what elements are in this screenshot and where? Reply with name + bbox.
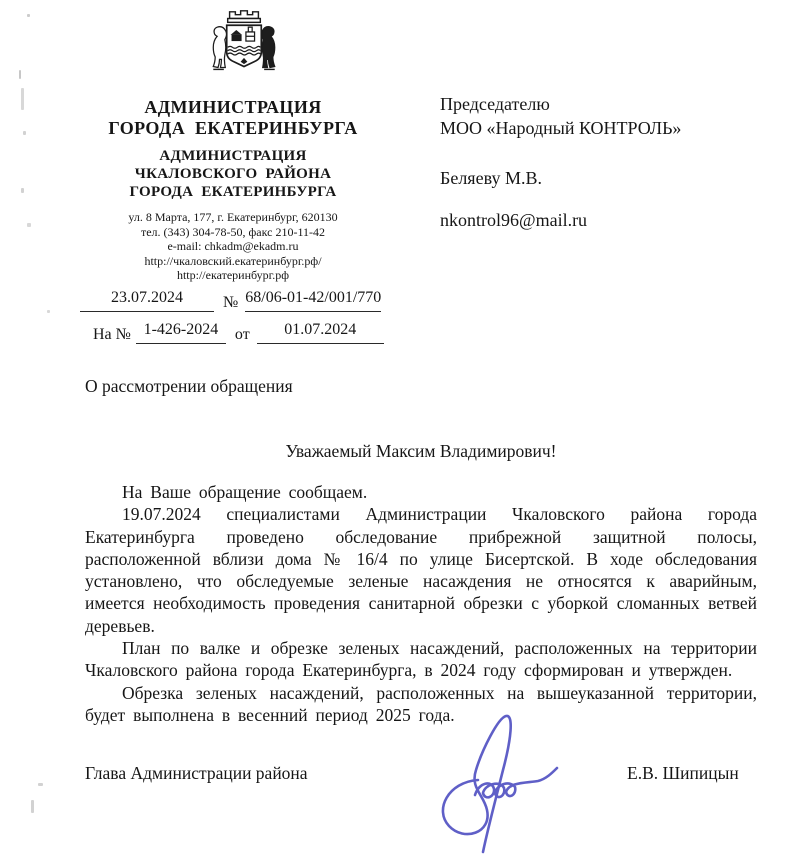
department-name-line3: ГОРОДА ЕКАТЕРИНБУРГА: [129, 184, 337, 200]
reference-block: [80, 289, 384, 344]
scan-artifact: [31, 800, 34, 813]
org-name-line2: ГОРОДА ЕКАТЕРИНБУРГА: [108, 118, 358, 138]
reply-to-label: На №: [93, 326, 131, 343]
greeting-line: Уважаемый Максим Владимирович!: [285, 441, 557, 461]
subject-line: О рассмотрении обращения: [85, 376, 293, 396]
scan-artifact: [27, 223, 31, 227]
handwritten-signature-icon: [418, 710, 568, 861]
letter-body: [85, 481, 757, 726]
contact-email: e-mail: chkadm@ekadm.ru: [167, 239, 299, 254]
body-paragraph: Обрезка зеленых насаждений, расположенных на вышеуказанной территории, будет выполнена в весенний период 2025 года.: [85, 682, 757, 725]
letterhead: [43, 6, 423, 283]
recipient-organization: МОО «Народный КОНТРОЛЬ»: [440, 118, 682, 138]
recipient-block: [440, 92, 681, 232]
body-paragraph: На Ваше обращение сообщаем.: [122, 482, 368, 502]
department-name: [43, 147, 423, 201]
outgoing-number: 68/06-01-42/001/770: [245, 289, 381, 312]
scan-artifact: [19, 70, 21, 79]
contact-website-city: http://екатеринбург.рф: [176, 268, 290, 283]
contact-address: ул. 8 Марта, 177, г. Екатеринбург, 620130: [128, 210, 338, 224]
scan-artifact: [21, 188, 24, 193]
yekaterinburg-coat-of-arms-icon: [196, 6, 292, 85]
reply-to-number: 1-426-2024: [136, 321, 226, 344]
scan-artifact: [38, 783, 43, 786]
contact-phone: тел. (343) 304-78-50, факс 210-11-42: [140, 224, 326, 239]
contact-website-district: http://чкаловский.екатеринбург.рф/: [144, 253, 322, 268]
recipient-name: Беляеву М.В.: [440, 168, 542, 188]
org-name-line1: АДМИНИСТРАЦИЯ: [144, 97, 322, 117]
body-paragraph: 19.07.2024 специалистами Администрации Чкаловского района города Екатеринбурга проведено обследование прибрежной защитной полосы, расположенной вблизи дома № 16/4 по улице Бисертской. В ходе обследования установлено, что обследуемые зеленые насаждения не относятся к аварийным, имеется необходимость проведения санитарной обрезки с уборкой сломанных ветвей деревьев.: [85, 504, 757, 636]
department-name-line1: АДМИНИСТРАЦИЯ: [159, 148, 307, 164]
department-name-line2: ЧКАЛОВСКОГО РАЙОНА: [134, 166, 332, 182]
from-label: от: [234, 326, 250, 343]
signer-name: Е.В. Шипицын: [627, 763, 739, 783]
reply-to-date: 01.07.2024: [257, 321, 384, 344]
scan-artifact: [27, 14, 30, 17]
scan-artifact: [47, 310, 50, 313]
contact-info: [43, 210, 423, 283]
scan-artifact: [21, 88, 24, 110]
org-name: [43, 97, 423, 139]
recipient-email: nkontrol96@mail.ru: [440, 210, 588, 230]
outgoing-date: 23.07.2024: [80, 289, 214, 312]
body-paragraph: План по валке и обрезке зеленых насаждений, расположенных на территории Чкаловского района города Екатеринбурга, в 2024 году сформирован и утвержден.: [85, 638, 757, 681]
scan-artifact: [23, 131, 26, 135]
recipient-title: Председателю: [440, 94, 550, 114]
number-label: №: [223, 294, 239, 311]
signer-title: Глава Администрации района: [85, 763, 308, 783]
